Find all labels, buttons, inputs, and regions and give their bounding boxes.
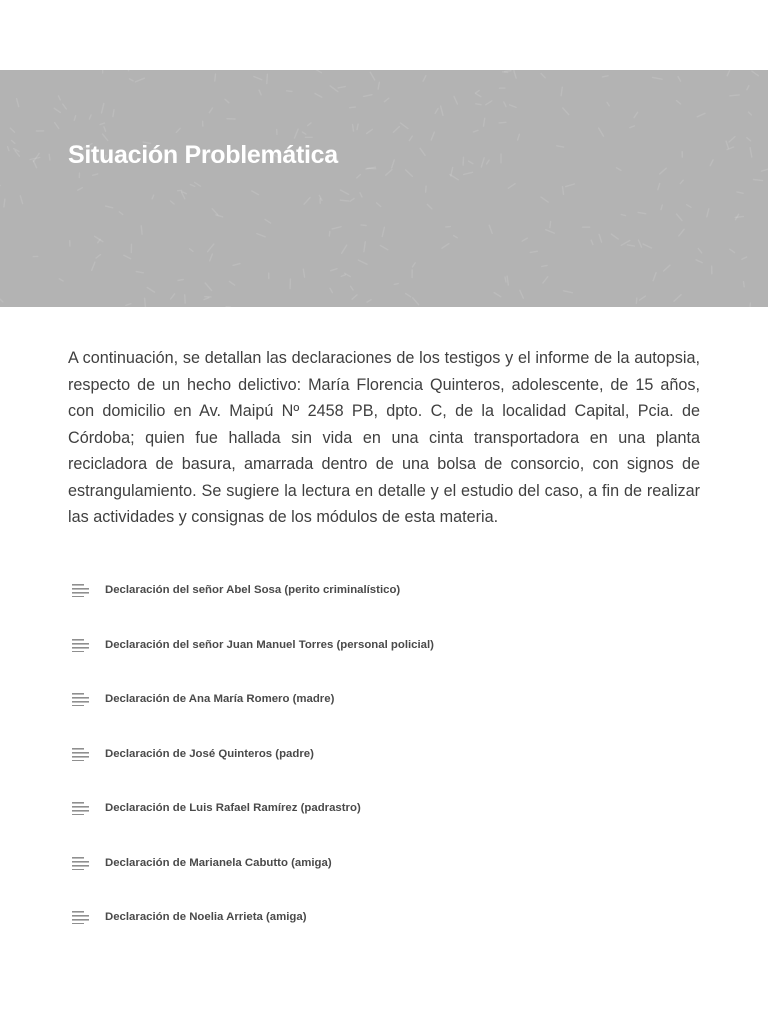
- text-lines-icon: [72, 856, 90, 870]
- list-item[interactable]: [72, 727, 712, 782]
- list-item-label: Declaración de Marianela Cabutto (amiga): [105, 856, 332, 869]
- banner-pattern: [0, 70, 768, 307]
- declarations-list: [72, 563, 712, 945]
- list-item[interactable]: [72, 618, 712, 673]
- page-title: Situación Problemática: [68, 141, 338, 169]
- text-lines-icon: [72, 692, 90, 706]
- list-item[interactable]: [72, 672, 712, 727]
- list-item-label: Declaración del señor Abel Sosa (perito criminalístico): [105, 584, 401, 597]
- text-lines-icon: [72, 910, 90, 924]
- list-item-label: Declaración del señor Juan Manuel Torres (personal policial): [105, 638, 434, 651]
- list-item-label: Declaración de Noelia Arrieta (amiga): [105, 911, 307, 924]
- list-item-label: Declaración de José Quinteros (padre): [105, 747, 314, 760]
- list-item[interactable]: [72, 836, 712, 891]
- list-item-label: Declaración de Luis Rafael Ramírez (padrastro): [105, 802, 361, 815]
- list-item[interactable]: [72, 563, 712, 618]
- text-lines-icon: [72, 638, 90, 652]
- intro-paragraph: A continuación, se detallan las declaraciones de los testigos y el informe de la autopsia, respecto de un hecho delictivo: María Florencia Quinteros, adolescente, de 15 años, con domicilio en Av. Maipú Nº 2458 PB, dpto. C, de la localidad Capital, Pcia. de Córdoba; quien fue hallada sin vida en una cinta transportadora en una planta recicladora de basura, amarrada dentro de una bolsa de consorcio, con signos de estrangulamiento. Se sugiere la lectura en detalle y el estudio del caso, a fin de realizar las actividades y consignas de los módulos de esta materia.: [68, 349, 700, 526]
- text-lines-icon: [72, 801, 90, 815]
- list-item[interactable]: [72, 781, 712, 836]
- header-banner: [0, 70, 768, 307]
- text-lines-icon: [72, 747, 90, 761]
- list-item[interactable]: [72, 890, 712, 945]
- list-item-label: Declaración de Ana María Romero (madre): [105, 693, 335, 706]
- text-lines-icon: [72, 583, 90, 597]
